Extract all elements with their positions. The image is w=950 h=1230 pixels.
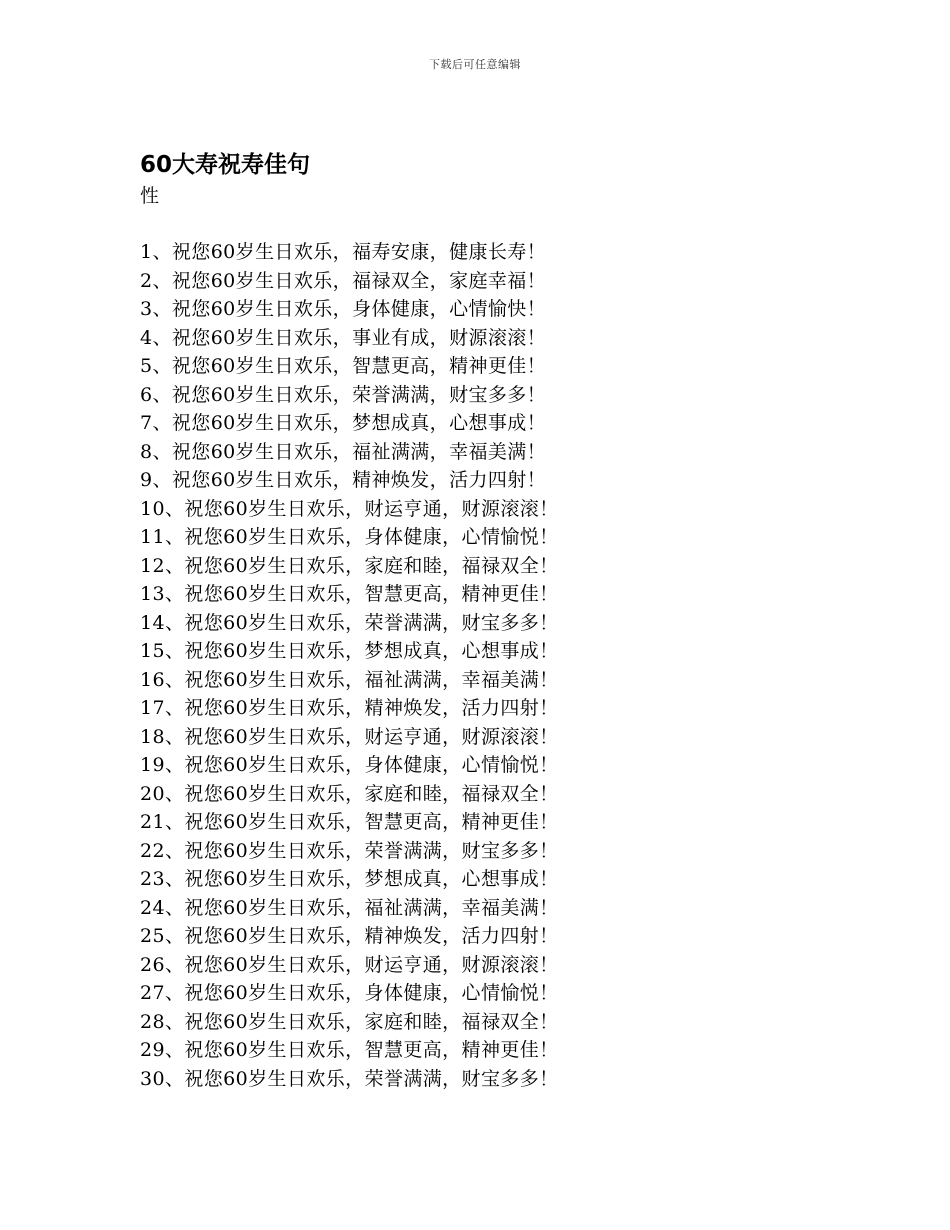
greeting-item: 1、祝您60岁生日欢乐，福寿安康，健康长寿！ bbox=[140, 241, 547, 263]
greeting-item: 25、祝您60岁生日欢乐，精神焕发，活力四射！ bbox=[140, 925, 559, 947]
greeting-item: 4、祝您60岁生日欢乐，事业有成，财源滚滚！ bbox=[140, 326, 547, 349]
greeting-item: 11、祝您60岁生日欢乐，身体健康，心情愉悦！ bbox=[140, 526, 559, 548]
document-title: 60大寿祝寿佳句 bbox=[140, 152, 311, 178]
greeting-item: 21、祝您60岁生日欢乐，智慧更高，精神更佳！ bbox=[140, 811, 559, 833]
greeting-item: 10、祝您60岁生日欢乐，财运亨通，财源滚滚！ bbox=[140, 497, 559, 520]
greeting-item: 5、祝您60岁生日欢乐，智慧更高，精神更佳！ bbox=[140, 355, 547, 377]
greeting-item: 17、祝您60岁生日欢乐，精神焕发，活力四射！ bbox=[140, 697, 559, 719]
document-subtitle: 性 bbox=[140, 185, 160, 207]
header-note: 下载后可任意编辑 bbox=[429, 58, 521, 71]
greeting-item: 3、祝您60岁生日欢乐，身体健康，心情愉快！ bbox=[140, 298, 547, 320]
greeting-item: 13、祝您60岁生日欢乐，智慧更高，精神更佳！ bbox=[140, 583, 559, 605]
greeting-item: 26、祝您60岁生日欢乐，财运亨通，财源滚滚！ bbox=[140, 953, 559, 976]
greeting-list bbox=[140, 238, 559, 1093]
greeting-item: 23、祝您60岁生日欢乐，梦想成真，心想事成！ bbox=[140, 868, 559, 890]
greeting-item: 14、祝您60岁生日欢乐，荣誉满满，财宝多多！ bbox=[140, 611, 559, 634]
greeting-item: 9、祝您60岁生日欢乐，精神焕发，活力四射！ bbox=[140, 469, 547, 491]
greeting-item: 20、祝您60岁生日欢乐，家庭和睦，福禄双全！ bbox=[140, 782, 559, 805]
greeting-item: 2、祝您60岁生日欢乐，福禄双全，家庭幸福！ bbox=[140, 269, 547, 292]
greeting-item: 6、祝您60岁生日欢乐，荣誉满满，财宝多多！ bbox=[140, 383, 547, 406]
greeting-item: 12、祝您60岁生日欢乐，家庭和睦，福禄双全！ bbox=[140, 554, 559, 577]
greeting-item: 24、祝您60岁生日欢乐，福祉满满，幸福美满！ bbox=[140, 896, 559, 919]
greeting-item: 27、祝您60岁生日欢乐，身体健康，心情愉悦！ bbox=[140, 982, 559, 1004]
greeting-item: 30、祝您60岁生日欢乐，荣誉满满，财宝多多！ bbox=[140, 1067, 559, 1090]
greeting-item: 7、祝您60岁生日欢乐，梦想成真，心想事成！ bbox=[140, 412, 547, 434]
greeting-item: 22、祝您60岁生日欢乐，荣誉满满，财宝多多！ bbox=[140, 839, 559, 862]
greeting-item: 8、祝您60岁生日欢乐，福祉满满，幸福美满！ bbox=[140, 440, 547, 463]
greeting-item: 28、祝您60岁生日欢乐，家庭和睦，福禄双全！ bbox=[140, 1010, 559, 1033]
greeting-item: 16、祝您60岁生日欢乐，福祉满满，幸福美满！ bbox=[140, 668, 559, 691]
greeting-item: 29、祝您60岁生日欢乐，智慧更高，精神更佳！ bbox=[140, 1039, 559, 1061]
greeting-item: 18、祝您60岁生日欢乐，财运亨通，财源滚滚！ bbox=[140, 725, 559, 748]
greeting-item: 15、祝您60岁生日欢乐，梦想成真，心想事成！ bbox=[140, 640, 559, 662]
greeting-item: 19、祝您60岁生日欢乐，身体健康，心情愉悦！ bbox=[140, 754, 559, 776]
